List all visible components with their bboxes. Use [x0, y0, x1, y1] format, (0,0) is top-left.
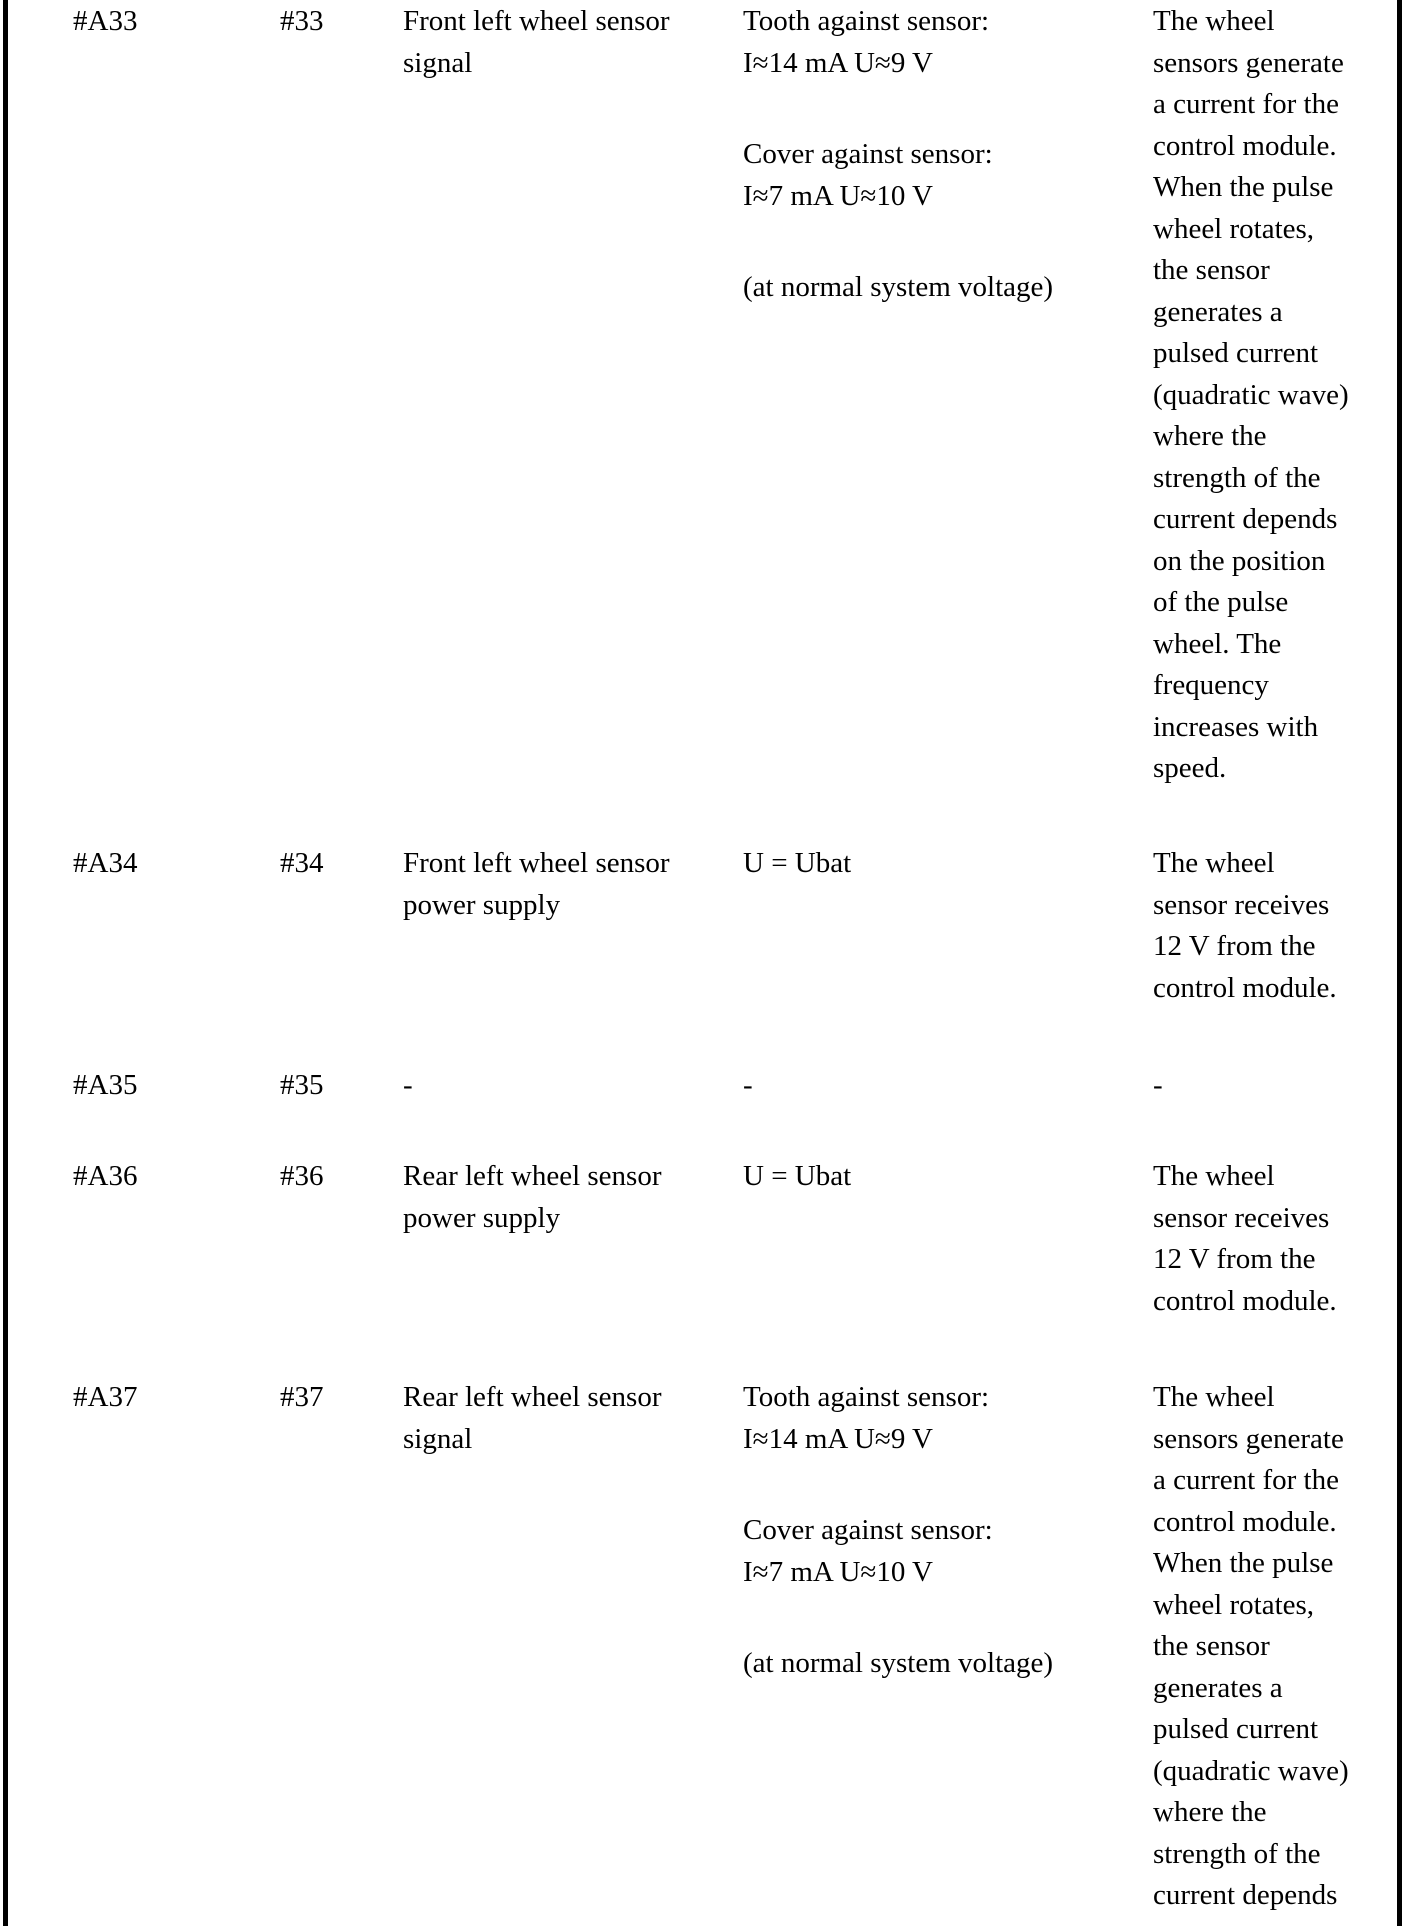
- row-a37-pin: #37: [280, 1381, 324, 1413]
- row-a36-function: Rear left wheel sensor power supply: [403, 1160, 662, 1234]
- row-a34-description: The wheel sensor receives 12 V from the control module.: [1153, 847, 1337, 1004]
- right-border-line: [1397, 0, 1402, 1926]
- row-a33-value-tooth: Tooth against sensor: I≈14 mA U≈9 V: [743, 5, 990, 79]
- row-a36-pin: #36: [280, 1160, 324, 1192]
- row-a35-description: -: [1153, 1069, 1163, 1101]
- row-a34-pin-a: #A34: [73, 847, 138, 879]
- row-a36-value: U = Ubat: [743, 1160, 852, 1192]
- row-a35-pin: #35: [280, 1069, 324, 1101]
- row-a35-pin-a: #A35: [73, 1069, 138, 1101]
- row-a36-pin-a: #A36: [73, 1160, 138, 1192]
- row-a33-pin-a: #A33: [73, 5, 138, 37]
- row-a37-description: The wheel sensors generate a current for the control module. When the pulse wheel rotates, the sensor generates a pulsed current (quadratic wave) where the strength of the current depends: [1153, 1381, 1349, 1911]
- left-border-line: [3, 0, 8, 1926]
- row-a37-value-tooth: Tooth against sensor: I≈14 mA U≈9 V: [743, 1381, 990, 1455]
- row-a33-pin: #33: [280, 5, 324, 37]
- row-a34-value: U = Ubat: [743, 847, 852, 879]
- row-a34-function: Front left wheel sensor power supply: [403, 847, 670, 921]
- row-a34-pin: #34: [280, 847, 324, 879]
- row-a33-value-note: (at normal system voltage): [743, 271, 1054, 303]
- row-a36-description: The wheel sensor receives 12 V from the control module.: [1153, 1160, 1337, 1317]
- row-a37-function: Rear left wheel sensor signal: [403, 1381, 662, 1455]
- row-a35-value: -: [743, 1069, 753, 1101]
- row-a33-value-cover: Cover against sensor: I≈7 mA U≈10 V: [743, 138, 993, 212]
- row-a37-value-cover: Cover against sensor: I≈7 mA U≈10 V: [743, 1514, 993, 1588]
- row-a33-function: Front left wheel sensor signal: [403, 5, 670, 79]
- row-a33-description: The wheel sensors generate a current for the control module. When the pulse wheel rotates, the sensor generates a pulsed current (quadratic wave) where the strength of the current depends on the position of the pulse wheel. The frequency increases with speed.: [1153, 5, 1349, 784]
- row-a37-value-note: (at normal system voltage): [743, 1647, 1054, 1679]
- row-a35-function: -: [403, 1069, 413, 1101]
- row-a37-pin-a: #A37: [73, 1381, 138, 1413]
